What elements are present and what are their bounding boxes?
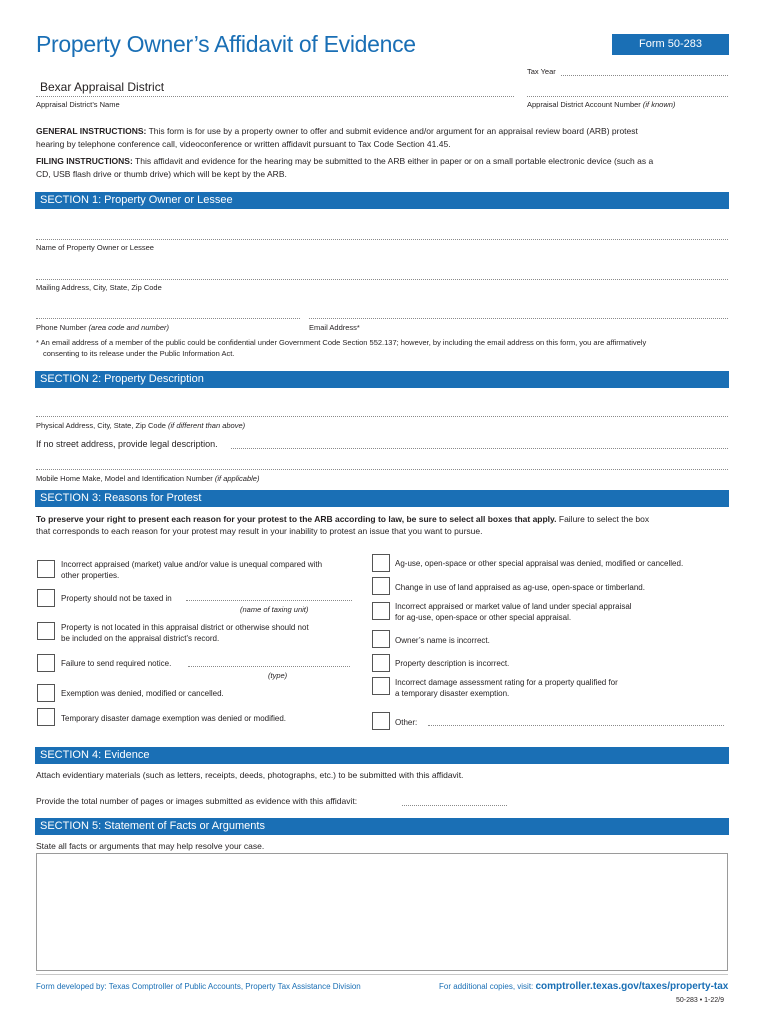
owner-name-field[interactable] xyxy=(36,239,728,240)
email-field[interactable] xyxy=(309,318,728,319)
evidence-pages-text: Provide the total number of pages or images submitted as evidence with this affidavit: xyxy=(36,796,358,806)
checkbox-disaster-exemption[interactable] xyxy=(37,708,55,726)
footer-divider xyxy=(36,974,728,975)
other-reason-field[interactable] xyxy=(428,725,724,726)
facts-prompt: State all facts or arguments that may help resolve your case. xyxy=(36,841,265,851)
form-number-badge: Form 50-283 xyxy=(612,34,729,55)
comptroller-link[interactable]: comptroller.texas.gov/taxes/property-tax xyxy=(535,981,729,992)
form-revision: 50-283 • 1-22/9 xyxy=(676,997,724,1004)
option-special-appraisal-value: Incorrect appraised or market value of land under special appraisal for ag-use, open-space or other special appraisal. xyxy=(395,602,632,622)
district-name-field[interactable] xyxy=(36,96,514,97)
option-owner-name: Owner’s name is incorrect. xyxy=(395,636,490,645)
section4-header: SECTION 4: Evidence xyxy=(35,747,729,764)
checkbox-damage-rating[interactable] xyxy=(372,677,390,695)
option-ag-use-denied: Ag-use, open-space or other special appraisal was denied, modified or cancelled. xyxy=(395,559,684,568)
section5-header: SECTION 5: Statement of Facts or Arguments xyxy=(35,818,729,835)
mailing-address-field[interactable] xyxy=(36,279,728,280)
owner-name-label: Name of Property Owner or Lessee xyxy=(36,243,154,252)
section3-header: SECTION 3: Reasons for Protest xyxy=(35,490,729,507)
checkbox-ag-use-denied[interactable] xyxy=(372,554,390,572)
notice-type-field[interactable] xyxy=(188,666,350,667)
evidence-pages-field[interactable] xyxy=(402,805,507,806)
option-property-description: Property description is incorrect. xyxy=(395,659,510,668)
evidence-attach-text: Attach evidentiary materials (such as letters, receipts, deeds, photographs, etc.) to be submitted with this affidavit. xyxy=(36,770,464,780)
email-footnote: * An email address of a member of the public could be confidential under Government Code Section 552.137; however, by including the email address on this form, you are affirmatively consenting to its release under the Public Information Act. xyxy=(36,338,647,358)
phone-label: Phone Number (area code and number) xyxy=(36,323,170,332)
section1-header: SECTION 1: Property Owner or Lessee xyxy=(35,192,729,209)
section3-intro: To preserve your right to present each reason for your protest to the ARB according to law, be sure to select all boxes that apply. Failure to select the box that corresponds to each reason for your protest may result in your inability to protest an issue that you want to pursue. xyxy=(36,514,650,536)
mailing-address-label: Mailing Address, City, State, Zip Code xyxy=(36,283,162,292)
tax-year-label: Tax Year xyxy=(527,67,556,76)
option-not-taxed: Property should not be taxed in xyxy=(61,594,172,603)
option-other: Other: xyxy=(395,718,418,727)
general-instructions: GENERAL INSTRUCTIONS: This form is for use by a property owner to offer and submit evidence and/or argument for an appraisal review board (ARB) protest hearing by telephone conference call, videoconference or written affidavit pursuant to Tax Code Section 41.45. xyxy=(36,126,638,149)
physical-address-field[interactable] xyxy=(36,416,728,417)
district-name-value[interactable]: Bexar Appraisal District xyxy=(40,80,165,94)
email-label: Email Address* xyxy=(309,323,360,332)
checkbox-not-taxed[interactable] xyxy=(37,589,55,607)
checkbox-change-in-use[interactable] xyxy=(372,577,390,595)
section2-header: SECTION 2: Property Description xyxy=(35,371,729,388)
legal-description-prompt: If no street address, provide legal description. xyxy=(36,439,218,449)
legal-description-field[interactable] xyxy=(231,448,728,449)
checkbox-not-located[interactable] xyxy=(37,622,55,640)
tax-year-field[interactable] xyxy=(561,75,728,76)
checkbox-other[interactable] xyxy=(372,712,390,730)
taxing-unit-label: (name of taxing unit) xyxy=(240,605,309,614)
option-failure-notice: Failure to send required notice. xyxy=(61,659,172,668)
account-number-label: Appraisal District Account Number (if known) xyxy=(527,100,676,109)
district-name-label: Appraisal District’s Name xyxy=(36,100,120,109)
option-disaster-exemption: Temporary disaster damage exemption was denied or modified. xyxy=(61,714,287,723)
filing-instructions: FILING INSTRUCTIONS: This affidavit and evidence for the hearing may be submitted to the ARB either in paper or on a small portable electronic device (such as a CD, USB flash drive or thumb drive) which will be kept by the ARB. xyxy=(36,156,654,179)
checkbox-failure-notice[interactable] xyxy=(37,654,55,672)
option-change-in-use: Change in use of land appraised as ag-use, open-space or timberland. xyxy=(395,583,645,592)
checkbox-owner-name[interactable] xyxy=(372,630,390,648)
option-exemption-denied: Exemption was denied, modified or cancelled. xyxy=(61,689,224,698)
option-damage-rating: Incorrect damage assessment rating for a property qualified for a temporary disaster exemption. xyxy=(395,678,618,698)
taxing-unit-field[interactable] xyxy=(186,600,352,601)
account-number-field[interactable] xyxy=(527,96,728,97)
notice-type-label: (type) xyxy=(268,671,288,680)
physical-address-label: Physical Address, City, State, Zip Code (if different than above) xyxy=(36,421,246,430)
option-incorrect-value: Incorrect appraised (market) value and/or value is unequal compared with other properties. xyxy=(61,560,323,580)
footer-copies: For additional copies, visit: comptroller.texas.gov/taxes/property-tax xyxy=(439,981,729,992)
option-not-located: Property is not located in this appraisal district or otherwise should not be included on the appraisal district’s record. xyxy=(61,623,309,643)
facts-textarea[interactable] xyxy=(36,853,728,971)
checkbox-incorrect-value[interactable] xyxy=(37,560,55,578)
checkbox-exemption-denied[interactable] xyxy=(37,684,55,702)
checkbox-special-appraisal-value[interactable] xyxy=(372,602,390,620)
phone-field[interactable] xyxy=(36,318,300,319)
checkbox-property-description[interactable] xyxy=(372,654,390,672)
mobile-home-label: Mobile Home Make, Model and Identification Number (if applicable) xyxy=(36,474,260,483)
mobile-home-field[interactable] xyxy=(36,469,728,470)
form-title: Property Owner’s Affidavit of Evidence xyxy=(36,31,416,57)
footer-developed-by: Form developed by: Texas Comptroller of Public Accounts, Property Tax Assistance Division xyxy=(36,982,361,991)
